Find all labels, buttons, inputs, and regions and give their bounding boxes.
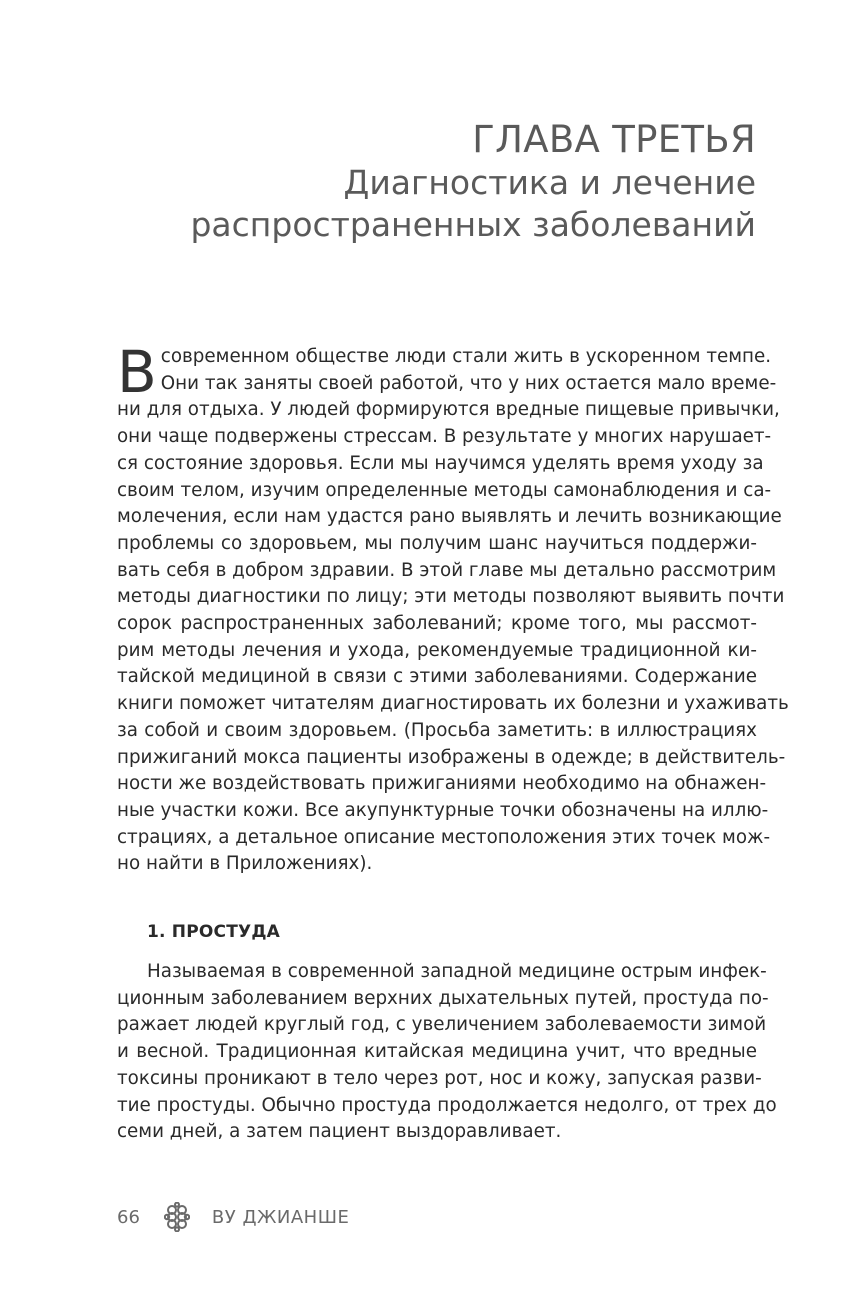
intro-line: методы диагностики по лицу; эти методы позволяют выявить почти xyxy=(117,586,785,608)
section-line: ционным заболеванием верхних дыхательных путей, простуда по- xyxy=(117,987,769,1009)
section-line: токсины проникают в тело через рот, нос и кожу, запуская разви- xyxy=(117,1067,762,1089)
section-paragraph xyxy=(117,959,777,1146)
intro-line: сорок распространенных заболеваний; кроме того, мы рассмот- xyxy=(117,613,757,635)
drop-cap: В xyxy=(117,338,157,406)
endless-knot-icon xyxy=(164,1202,190,1232)
intro-line: тайской медициной в связи с этими заболеваниями. Содержание xyxy=(117,666,757,688)
intro-line: проблемы со здоровьем, мы получим шанс научиться поддержи- xyxy=(117,532,757,554)
intro-line: прижиганий мокса пациенты изображены в одежде; в действитель- xyxy=(117,746,786,768)
chapter-title-line-2: распространенных заболеваний xyxy=(190,205,756,244)
intro-line: современном обществе люди стали жить в ускоренном темпе. xyxy=(160,346,772,367)
intro-line: Они так заняты своей работой, что у них остается мало време- xyxy=(160,372,777,394)
intro-line: ся состояние здоровья. Если мы научимся уделять время уходу за xyxy=(117,452,764,474)
section-line: тие простуды. Обычно простуда продолжается недолго, от трех до xyxy=(117,1094,777,1116)
intro-line: они чаще подвержены стрессам. В результате у многих нарушает- xyxy=(117,426,772,448)
page-number: 66 xyxy=(117,1206,140,1228)
chapter-title-line-1: Диагностика и лечение xyxy=(343,163,756,202)
author-name: ВУ ДЖИАНШЕ xyxy=(211,1206,350,1228)
intro-line: своим телом, изучим определенные методы самонаблюдения и са- xyxy=(117,479,772,501)
intro-line: ности же воздействовать прижиганиями необходимо на обнажен- xyxy=(117,773,767,795)
section-line: ражает людей круглый год, с увеличением заболеваемости зимой xyxy=(117,1014,767,1036)
intro-line: вать себя в добром здравии. В этой главе мы детально рассмотрим xyxy=(117,559,777,581)
intro-line: но найти в Приложениях). xyxy=(117,853,373,875)
page-footer xyxy=(117,1202,349,1232)
section-line: Называемая в современной западной медицине острым инфек- xyxy=(147,961,767,982)
section-line: семи дней, а затем пациент выздоравливает. xyxy=(117,1121,562,1143)
intro-line: ни для отдыха. У людей формируются вредные пищевые привычки, xyxy=(117,399,780,421)
section-line: и весной. Традиционная китайская медицина учит, что вредные xyxy=(117,1041,757,1063)
chapter-number: ГЛАВА ТРЕТЬЯ xyxy=(472,118,756,161)
chapter-heading xyxy=(116,118,756,246)
intro-line: за собой и своим здоровьем. (Просьба заметить: в иллюстрациях xyxy=(117,719,757,741)
intro-line: молечения, если нам удастся рано выявлять и лечить возникающие xyxy=(117,506,782,528)
intro-paragraph xyxy=(117,338,789,878)
intro-line: ные участки кожи. Все акупунктурные точки обозначены на иллю- xyxy=(117,799,769,821)
intro-line: книги поможет читателям диагностировать их болезни и ухаживать xyxy=(117,693,789,715)
section-heading: 1. ПРОСТУДА xyxy=(147,922,281,942)
intro-line: страциях, а детальное описание местоположения этих точек мож- xyxy=(117,826,771,848)
intro-line: рим методы лечения и ухода, рекомендуемые традиционной ки- xyxy=(117,639,757,661)
